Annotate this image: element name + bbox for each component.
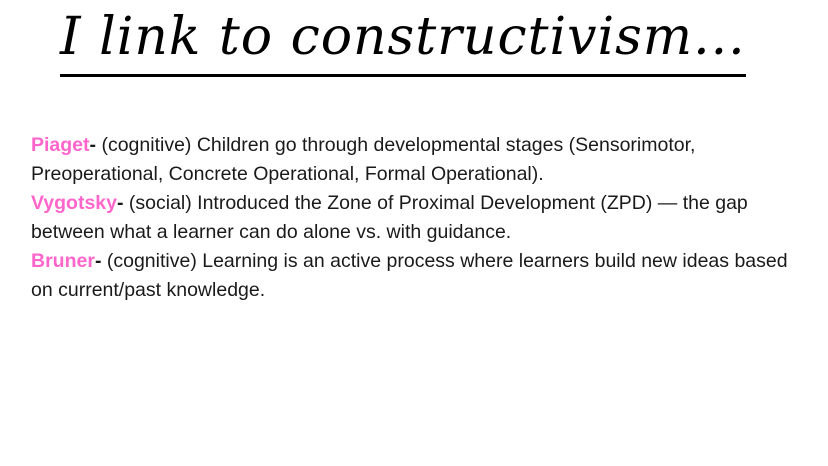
page-title: I link to constructivism... xyxy=(60,8,746,77)
entry-name-bruner: Bruner xyxy=(31,250,95,272)
list-item xyxy=(31,189,793,247)
entry-name-vygotsky: Vygotsky xyxy=(31,192,117,214)
list-item xyxy=(31,131,793,189)
entry-separator: - xyxy=(94,250,102,272)
entry-name-piaget: Piaget xyxy=(31,134,90,156)
entry-separator: - xyxy=(89,134,97,156)
entry-text-vygotsky: (social) Introduced the Zone of Proximal Development (ZPD) — the gap between what a learner can do alone vs. with guidance. xyxy=(31,192,748,243)
entry-text-bruner: (cognitive) Learning is an active process where learners build new ideas based on current/past knowledge. xyxy=(31,250,788,301)
entry-separator: - xyxy=(116,192,124,214)
entry-text-piaget: (cognitive) Children go through developmental stages (Sensorimotor, Preoperational, Concrete Operational, Formal Operational). xyxy=(31,134,696,185)
body-text-block xyxy=(31,131,793,305)
list-item xyxy=(31,247,793,305)
